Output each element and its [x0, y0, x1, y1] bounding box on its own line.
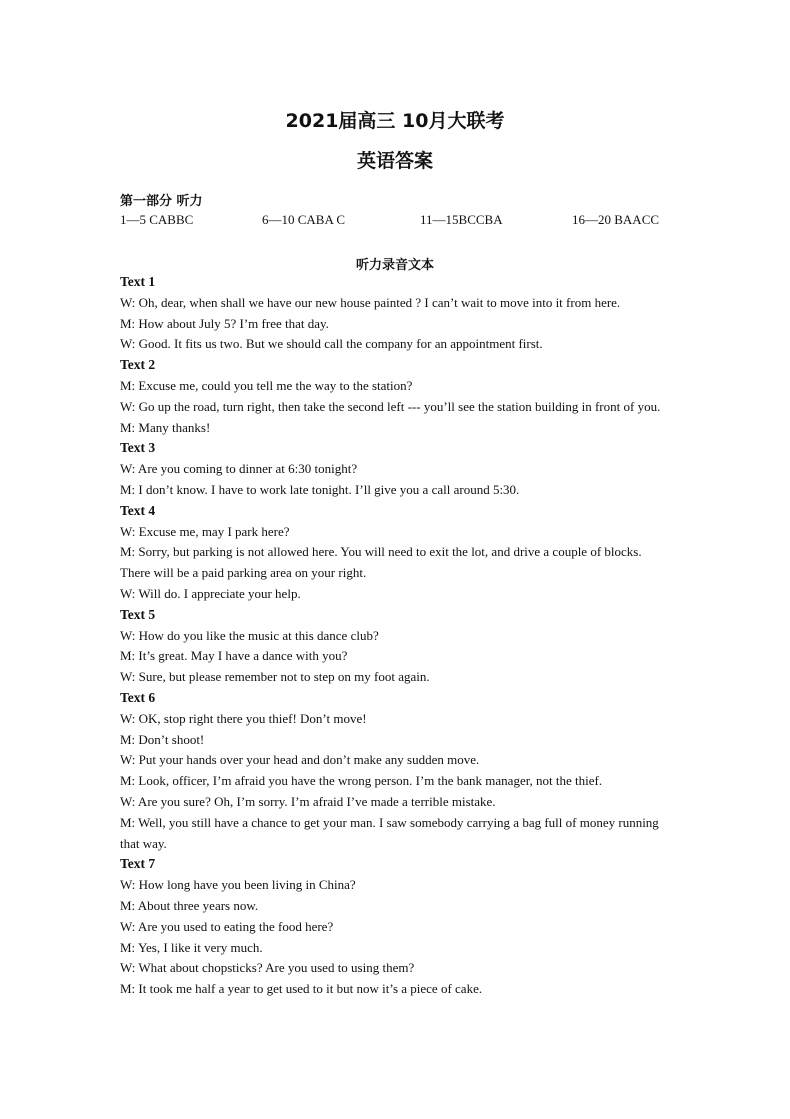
document-subtitle: 英语答案 — [356, 150, 433, 172]
dialogue-line: M: Yes, I like it very much. — [120, 939, 263, 955]
answer-group: 6—10 CABA C — [262, 212, 346, 227]
dialogue-line: M: Well, you still have a chance to get your man. I saw somebody carrying a bag full of money running that way. — [120, 814, 659, 851]
dialogue-line: M: About three years now. — [120, 897, 259, 913]
dialogue-line: W: What about chopsticks? Are you used to using them? — [120, 960, 415, 976]
text-label: Text 4 — [120, 502, 156, 518]
transcript-title: 听力录音文本 — [355, 258, 434, 273]
dialogue-line: M: How about July 5? I’m free that day. — [120, 315, 329, 331]
dialogue-line: M: Sorry, but parking is not allowed here. You will need to exit the lot, and drive a couple of blocks. There will be a paid parking area on your right. — [120, 544, 642, 581]
dialogue-line: W: How long have you been living in China? — [120, 877, 356, 893]
document-title: 2021届高三 10月大联考 — [285, 110, 505, 132]
text-label: Text 1 — [120, 274, 156, 289]
dialogue-line: W: Excuse me, may I park here? — [120, 523, 290, 539]
text-label: Text 7 — [120, 856, 156, 872]
dialogue-line: W: Sure, but please remember not to step on my foot again. — [120, 669, 430, 685]
dialogue-line: W: Are you coming to dinner at 6:30 tonight? — [120, 461, 358, 477]
dialogue-line: M: Look, officer, I’m afraid you have the wrong person. I’m the bank manager, not the thief. — [120, 773, 603, 789]
text-label: Text 5 — [120, 606, 156, 622]
dialogue-line: M: Don’t shoot! — [120, 731, 205, 747]
dialogue-line: M: Excuse me, could you tell me the way to the station? — [120, 377, 413, 393]
transcript-body — [120, 272, 668, 1000]
dialogue-line: M: It’s great. May I have a dance with you? — [120, 648, 348, 664]
text-label: Text 3 — [120, 440, 156, 456]
dialogue-line: M: I don’t know. I have to work late tonight. I’ll give you a call around 5:30. — [120, 481, 520, 497]
dialogue-line: M: It took me half a year to get used to it but now it’s a piece of cake. — [120, 981, 483, 997]
dialogue-line: W: OK, stop right there you thief! Don’t move! — [120, 710, 367, 726]
dialogue-line: W: Oh, dear, when shall we have our new house painted ? I can’t wait to move into it from here. — [120, 294, 621, 310]
dialogue-line: W: Go up the road, turn right, then take the second left --- you’ll see the station building in front of you. — [120, 398, 661, 414]
answer-group: 16—20 BAACC — [572, 212, 660, 227]
dialogue-line: W: How do you like the music at this dance club? — [120, 627, 379, 643]
section-heading: 第一部分 听力 — [120, 194, 203, 209]
dialogue-line: W: Good. It fits us two. But we should call the company for an appointment first. — [120, 336, 543, 352]
dialogue-line: W: Will do. I appreciate your help. — [120, 585, 301, 601]
answer-group: 1—5 CABBC — [120, 212, 194, 227]
dialogue-line: W: Are you sure? Oh, I’m sorry. I’m afraid I’ve made a terrible mistake. — [120, 793, 496, 809]
dialogue-line: M: Many thanks! — [120, 419, 211, 435]
answer-group: 11—15BCCBA — [420, 212, 503, 227]
dialogue-line: W: Put your hands over your head and don’t make any sudden move. — [120, 752, 480, 768]
dialogue-line: W: Are you used to eating the food here? — [120, 918, 334, 934]
answer-key-row — [120, 212, 680, 232]
text-label: Text 6 — [120, 689, 156, 705]
text-label: Text 2 — [120, 357, 156, 373]
